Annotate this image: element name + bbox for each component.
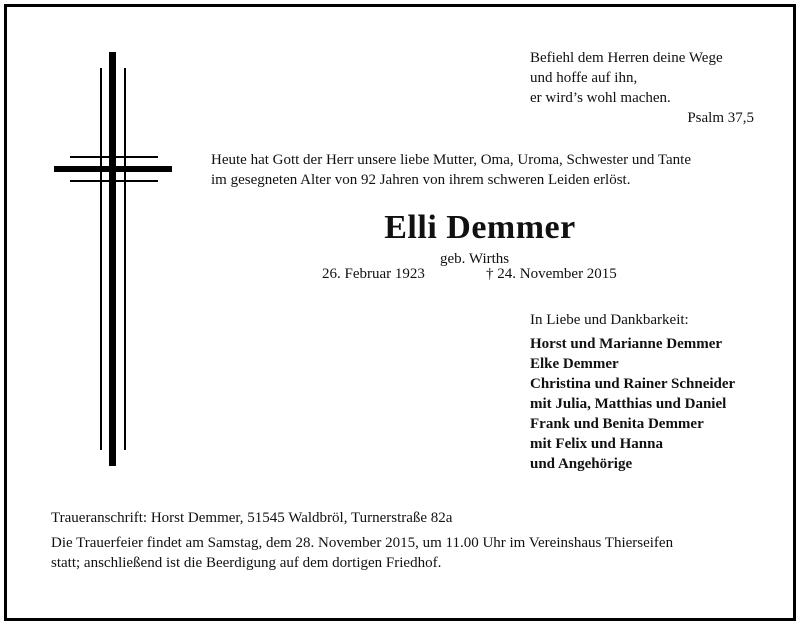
ceremony-info bbox=[51, 533, 673, 573]
mourner-name: Frank und Benita Demmer bbox=[530, 416, 704, 432]
intro-text bbox=[211, 150, 691, 190]
birth-date: 26. Februar 1923 bbox=[322, 266, 425, 282]
mourners-list bbox=[530, 334, 735, 474]
mourner-name: Horst und Marianne Demmer bbox=[530, 336, 723, 352]
mourner-name: Elke Demmer bbox=[530, 356, 619, 372]
psalm-line: er wird’s wohl machen. bbox=[530, 90, 671, 106]
mourners-heading: In Liebe und Dankbarkeit: bbox=[530, 312, 689, 328]
mourner-name: mit Julia, Matthias und Daniel bbox=[530, 396, 727, 412]
mourner-name: Christina und Rainer Schneider bbox=[530, 376, 736, 392]
mourner-name: mit Felix und Hanna bbox=[530, 436, 663, 452]
ceremony-line: Die Trauerfeier findet am Samstag, dem 28. November 2015, um 11.00 Uhr im Vereinshaus Thierseifen bbox=[51, 535, 674, 551]
psalm-line: Befiehl dem Herren deine Wege bbox=[530, 50, 723, 66]
intro-line: im gesegneten Alter von 92 Jahren von ihrem schweren Leiden erlöst. bbox=[211, 172, 631, 188]
psalm-line: und hoffe auf ihn, bbox=[530, 70, 638, 86]
mourner-name: und Angehörige bbox=[530, 456, 633, 472]
ceremony-line: statt; anschließend ist die Beerdigung auf dem dortigen Friedhof. bbox=[51, 555, 442, 571]
psalm-verse bbox=[530, 48, 723, 108]
mourning-address: Traueranschrift: Horst Demmer, 51545 Waldbröl, Turnerstraße 82a bbox=[51, 510, 453, 526]
deceased-name: Elli Demmer bbox=[384, 209, 576, 246]
birth-name: geb. Wirths bbox=[440, 251, 510, 267]
death-date: † 24. November 2015 bbox=[486, 266, 617, 282]
intro-line: Heute hat Gott der Herr unsere liebe Mutter, Oma, Uroma, Schwester und Tante bbox=[211, 152, 691, 168]
psalm-reference: Psalm 37,5 bbox=[687, 110, 754, 126]
